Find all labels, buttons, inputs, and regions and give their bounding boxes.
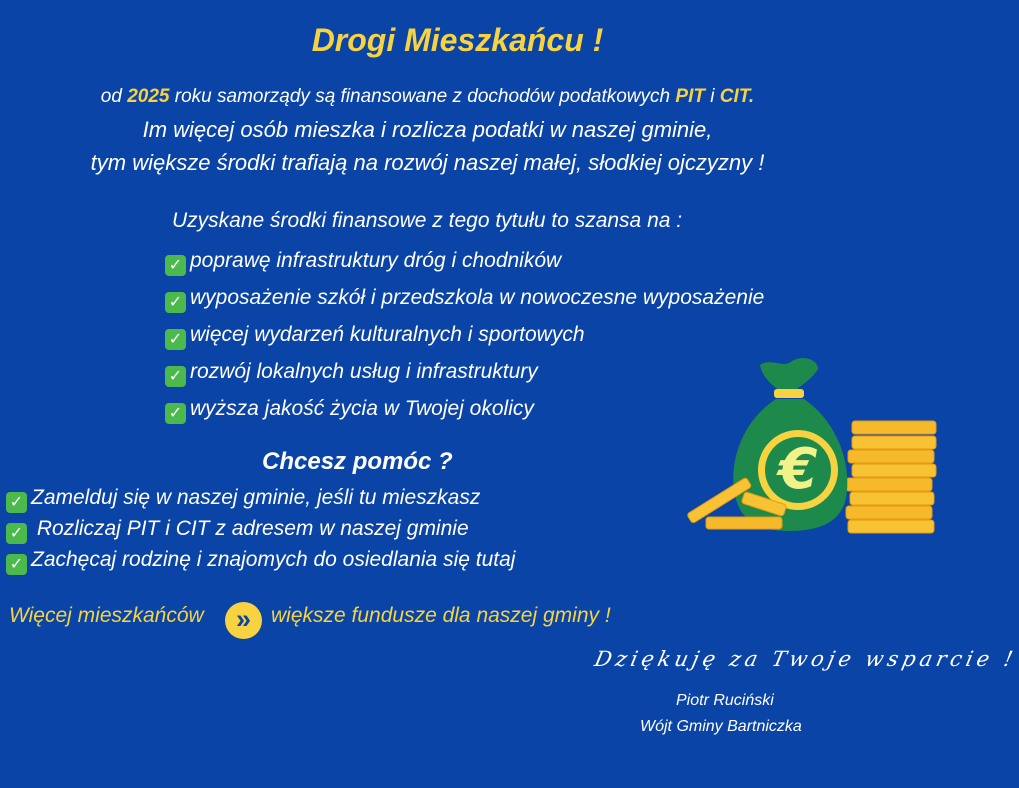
check-icon: ✓ (6, 554, 27, 575)
benefit-item (165, 286, 764, 313)
benefit-text: wyższa jakość życia w Twojej okolicy (190, 397, 534, 420)
euro-symbol: € (778, 437, 818, 502)
help-text: Zachęcaj rodzinę i znajomych do osiedlania się tutaj (31, 548, 516, 571)
signature-thanks: Dziękuję za Twoje wsparcie ! (592, 647, 1019, 671)
intro-text: od (100, 86, 128, 107)
benefits-lead: Uzyskane środki finansowe z tego tytułu to szansa na : (172, 209, 683, 232)
intro-year: 2025 (127, 86, 170, 107)
money-bag-euro-icon (676, 355, 940, 540)
help-item (6, 548, 515, 575)
check-icon: ✓ (6, 492, 27, 513)
intro-text: i (704, 86, 720, 107)
help-text: Rozliczaj PIT i CIT z adresem w naszej gminie (31, 517, 469, 540)
check-icon: ✓ (165, 329, 186, 350)
intro-line-2: Im więcej osób mieszka i rozlicza podatki w naszej gminie, (142, 117, 713, 142)
double-chevron-right-icon: » (225, 602, 262, 639)
intro-line-3: tym większe środki trafiają na rozwój naszej małej, słodkiej ojczyzny ! (90, 150, 765, 175)
signature-name: Piotr Ruciński (676, 692, 774, 709)
check-icon: ✓ (6, 523, 27, 544)
benefit-item (165, 360, 538, 387)
slogan-left: Więcej mieszkańców (9, 604, 204, 627)
intro-text: roku samorządy są finansowane z dochodów podatkowych (169, 86, 676, 107)
intro-line-1 (0, 86, 855, 108)
intro-pit: PIT (675, 86, 705, 107)
benefit-item (165, 397, 534, 424)
check-icon: ✓ (165, 255, 186, 276)
check-icon: ✓ (165, 403, 186, 424)
help-text: Zamelduj się w naszej gminie, jeśli tu mieszkasz (31, 486, 481, 509)
benefit-item (165, 249, 561, 276)
benefit-text: poprawę infrastruktury dróg i chodników (190, 249, 562, 272)
check-icon: ✓ (165, 292, 186, 313)
help-item (6, 517, 469, 544)
check-icon: ✓ (165, 366, 186, 387)
help-title: Chcesz pomóc ? (262, 448, 453, 475)
signature-role: Wójt Gminy Bartniczka (640, 718, 802, 735)
intro-cit: CIT. (719, 86, 755, 107)
coin-stack (846, 421, 936, 533)
benefit-item (165, 323, 585, 350)
slogan-right: większe fundusze dla naszej gminy ! (271, 604, 611, 627)
benefit-text: rozwój lokalnych usług i infrastruktury (190, 360, 538, 383)
benefit-text: więcej wydarzeń kulturalnych i sportowych (190, 323, 585, 346)
help-item (6, 486, 480, 513)
page-title: Drogi Mieszkańcu ! (311, 22, 604, 58)
benefit-text: wyposażenie szkół i przedszkola w nowoczesne wyposażenie (190, 286, 765, 309)
